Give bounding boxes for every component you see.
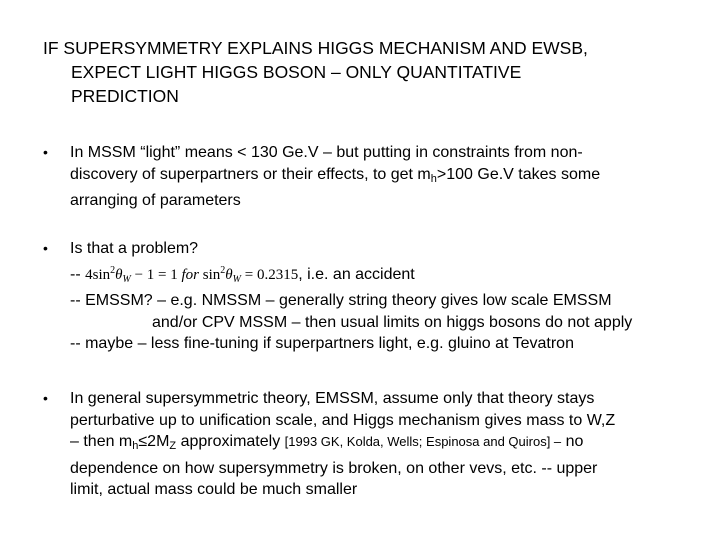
bullet2-line-2 [70, 260, 710, 291]
text-fragment: approximately [176, 433, 285, 450]
eq-part: θ [225, 266, 233, 283]
bullet3-line-1: In general supersymmetric theory, EMSSM, assume only that theory stays [70, 390, 595, 407]
eq-superscript: 2 [110, 264, 116, 276]
bullet1-line-1: In MSSM “light” means < 130 Ge.V – but putting in constraints from non- [70, 144, 583, 161]
bullet-text [70, 142, 710, 212]
bullet2-line-5: -- maybe – less fine-tuning if superpartners light, e.g. gluino at Tevatron [70, 335, 574, 352]
bullet-text [70, 388, 710, 501]
eq-part: = 0.2315 [241, 266, 299, 283]
subscript: h [430, 172, 437, 185]
equation [85, 264, 299, 285]
text-fragment: , i.e. an accident [298, 265, 415, 283]
text-fragment: ≤2M [138, 433, 170, 450]
title-line-2: EXPECT LIGHT HIGGS BOSON – ONLY QUANTITATIVE [71, 62, 522, 82]
text-fragment: no [561, 433, 584, 450]
subscript: h [132, 440, 139, 452]
text-fragment: discovery of superpartners or their effects, to get m [70, 165, 431, 183]
subscript: Z [169, 440, 177, 452]
bullet2-line-3: -- EMSSM? – e.g. NMSSM – generally string theory gives low scale EMSSM [70, 292, 612, 309]
eq-part: sin [92, 266, 111, 283]
bullet3-line-4: dependence on how supersymmetry is broken, on other vevs, etc. -- upper [70, 459, 598, 477]
text-fragment: >100 Ge.V takes some [436, 165, 601, 183]
eq-superscript: 2 [220, 264, 226, 276]
eq-part: for [177, 266, 203, 283]
eq-part: 4 [85, 266, 93, 283]
bullet-icon: • [43, 390, 48, 406]
bullet3-line-5: limit, actual mass could be much smaller [70, 481, 358, 498]
bullet1-line-3: arranging of parameters [70, 192, 241, 209]
text-fragment: – then m [70, 433, 133, 450]
bullet-text [70, 238, 710, 355]
eq-part: θ [115, 266, 123, 283]
eq-part: − 1 = 1 [130, 266, 178, 283]
eq-part: sin [202, 266, 221, 283]
slide-title [43, 36, 693, 108]
bullet2-line-1: Is that a problem? [70, 240, 199, 257]
title-line-1: IF SUPERSYMMETRY EXPLAINS HIGGS MECHANISM AND EWSB, [43, 38, 588, 58]
bullet-icon: • [43, 240, 48, 256]
eq-subscript: W [232, 273, 242, 285]
citation: [1993 GK, Kolda, Wells; Espinosa and Quiros] – [284, 434, 562, 449]
title-line-3: PREDICTION [71, 86, 179, 106]
bullet2-line-4: and/or CPV MSSM – then usual limits on higgs bosons do not apply [152, 313, 633, 331]
dash-prefix: -- [70, 265, 81, 283]
bullet1-line-2 [70, 164, 710, 191]
eq-subscript: W [122, 273, 131, 285]
bullet3-line-3 [70, 431, 710, 458]
bullet-icon: • [43, 144, 48, 160]
bullet3-line-2: perturbative up to unification scale, and Higgs mechanism gives mass to W,Z [70, 411, 616, 429]
